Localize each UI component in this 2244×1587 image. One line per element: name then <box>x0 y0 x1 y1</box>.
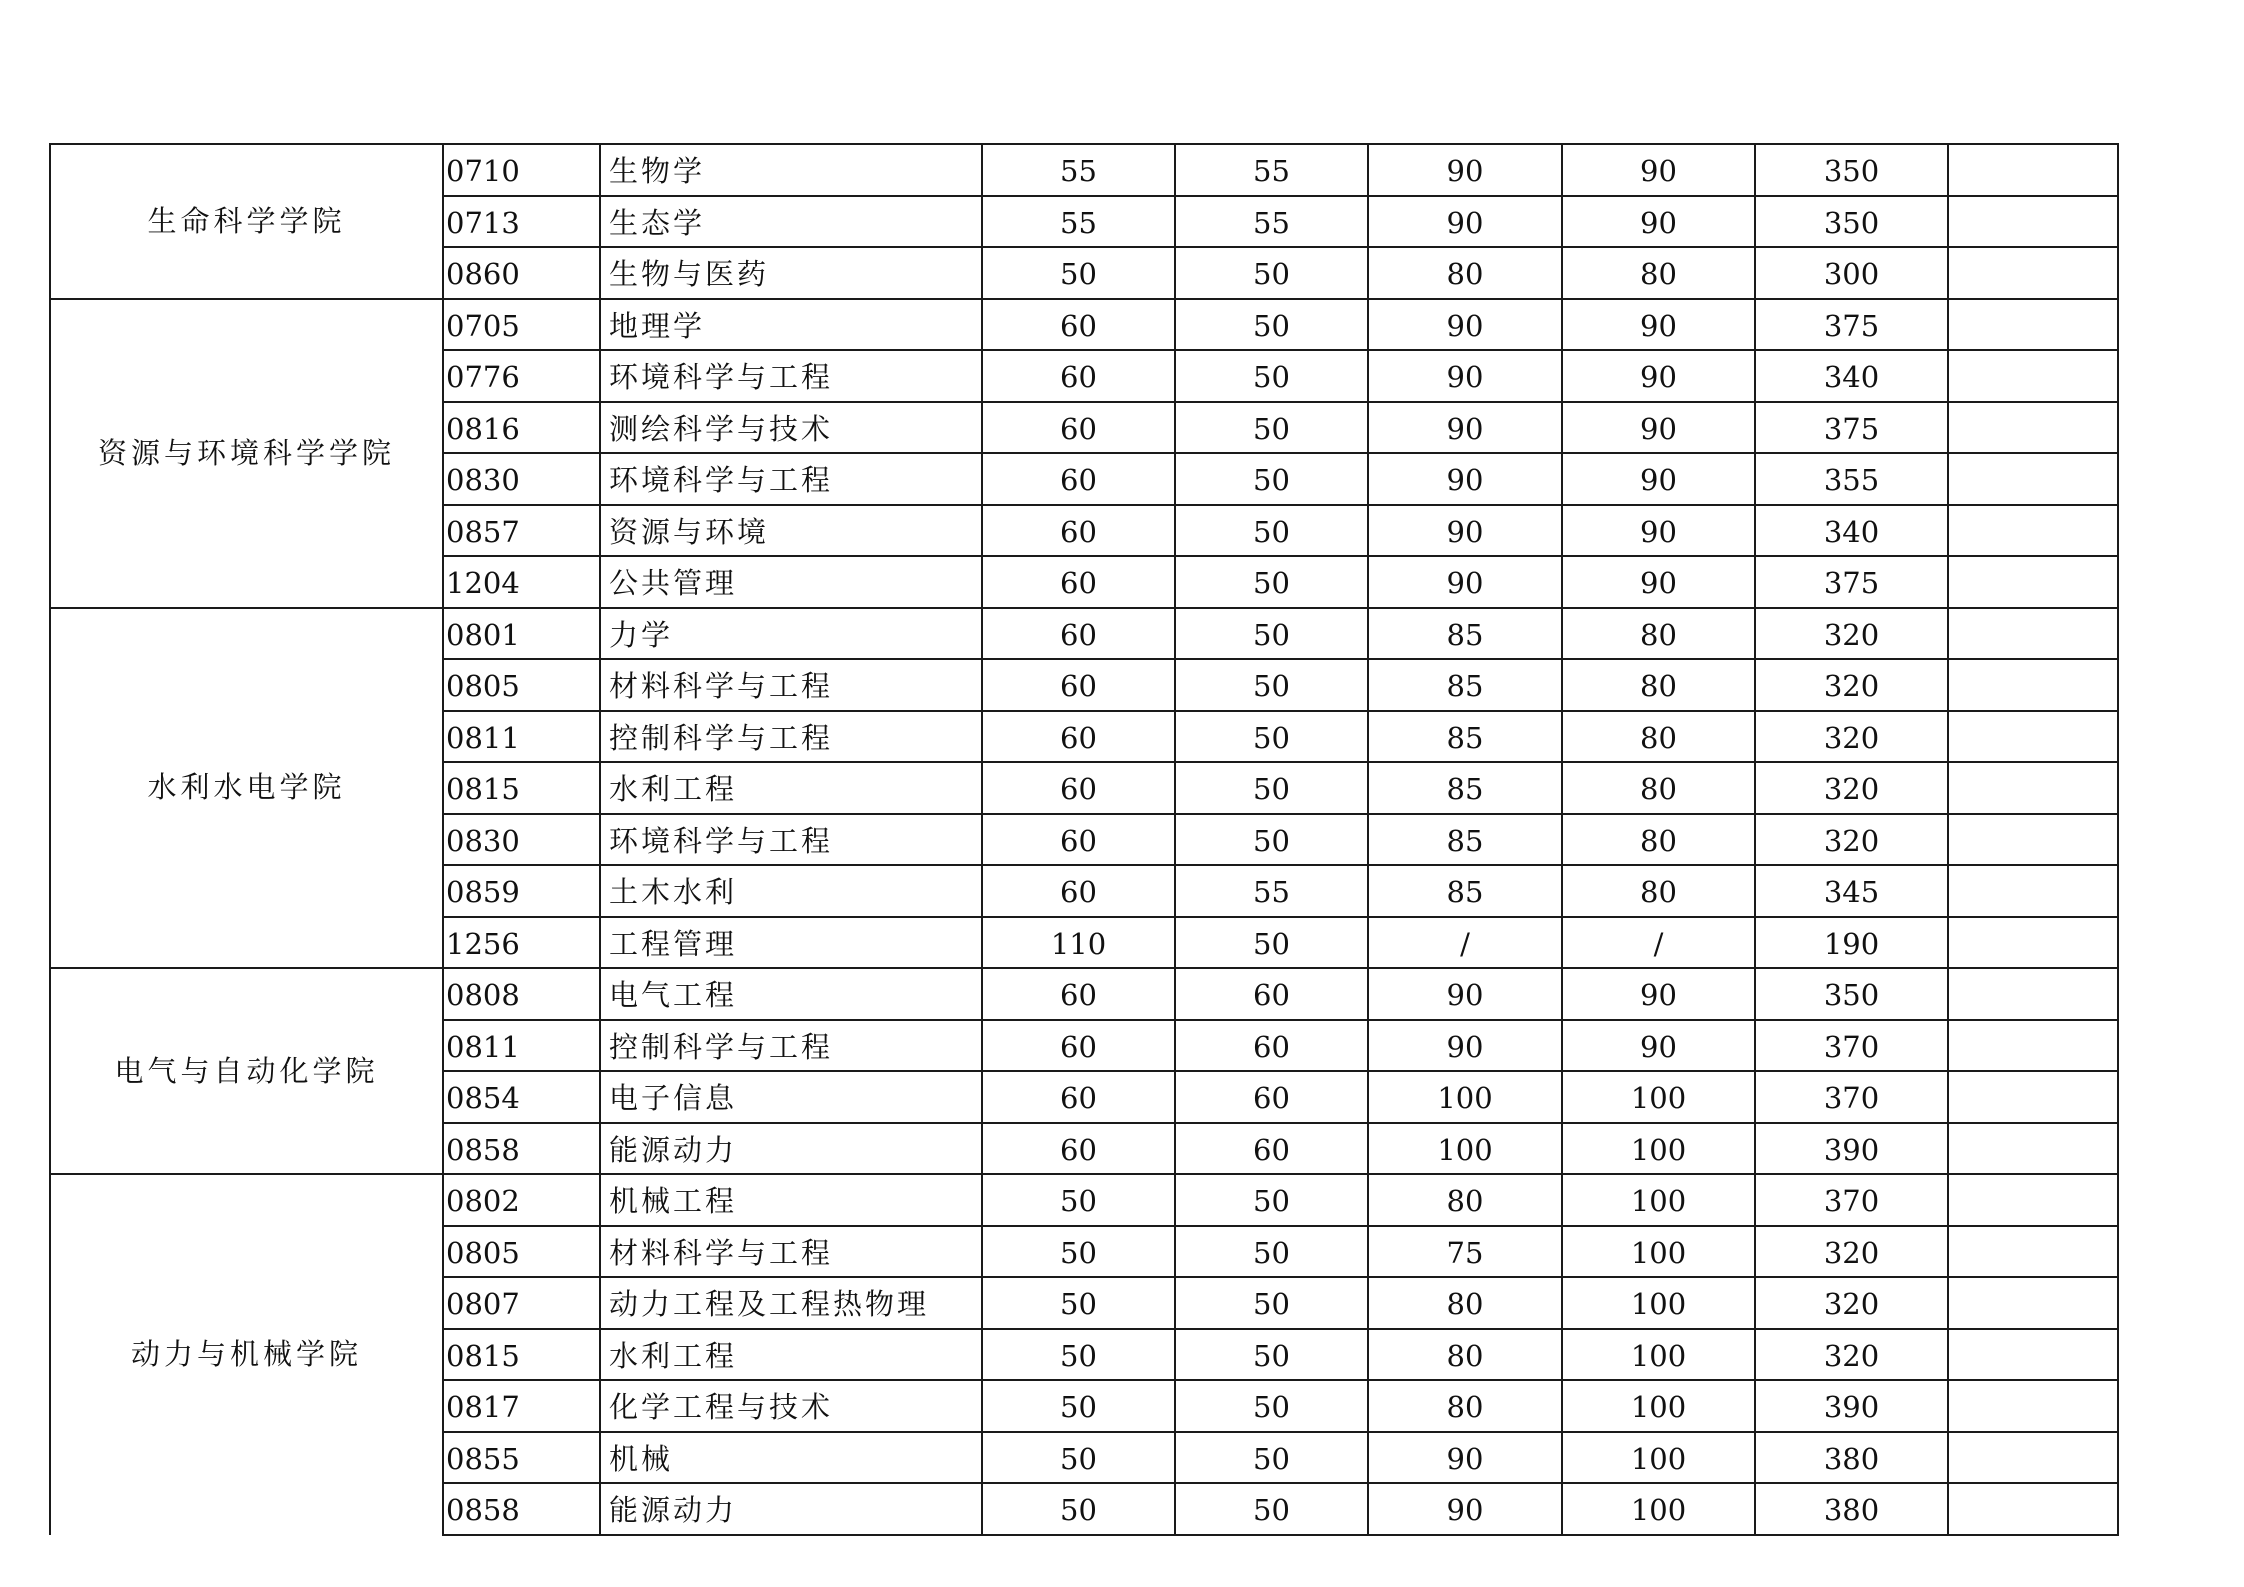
discipline-code-cell: 0811 <box>443 1020 600 1072</box>
discipline-code-cell: 0816 <box>443 402 600 454</box>
note-cell <box>1948 1277 2118 1329</box>
score-politics-cell: 55 <box>982 196 1175 248</box>
score-subject-two-cell: 100 <box>1562 1174 1755 1226</box>
note-cell <box>1948 1071 2118 1123</box>
score-politics-cell: 60 <box>982 865 1175 917</box>
major-name-cell: 环境科学与工程 <box>600 453 982 505</box>
score-foreign-language-cell: 60 <box>1175 968 1368 1020</box>
note-cell <box>1948 1432 2118 1484</box>
score-foreign-language-cell: 50 <box>1175 299 1368 351</box>
score-foreign-language-cell: 50 <box>1175 1432 1368 1484</box>
score-subject-one-cell: 75 <box>1368 1226 1562 1278</box>
score-subject-one-cell: 90 <box>1368 144 1562 196</box>
score-total-cell: 350 <box>1755 196 1948 248</box>
score-foreign-language-cell: 50 <box>1175 1483 1368 1535</box>
score-total-cell: 380 <box>1755 1432 1948 1484</box>
score-total-cell: 345 <box>1755 865 1948 917</box>
note-cell <box>1948 762 2118 814</box>
score-subject-two-cell: 80 <box>1562 762 1755 814</box>
table-row <box>50 144 2118 196</box>
score-total-cell: 355 <box>1755 453 1948 505</box>
note-cell <box>1948 505 2118 557</box>
score-politics-cell: 50 <box>982 1380 1175 1432</box>
discipline-code-cell: 0858 <box>443 1483 600 1535</box>
major-name-cell: 测绘科学与技术 <box>600 402 982 454</box>
major-name-cell: 力学 <box>600 608 982 660</box>
score-foreign-language-cell: 60 <box>1175 1123 1368 1175</box>
score-subject-one-cell: 90 <box>1368 453 1562 505</box>
score-politics-cell: 50 <box>982 1329 1175 1381</box>
score-total-cell: 300 <box>1755 247 1948 299</box>
major-name-cell: 水利工程 <box>600 1329 982 1381</box>
discipline-code-cell: 0855 <box>443 1432 600 1484</box>
major-name-cell: 控制科学与工程 <box>600 711 982 763</box>
score-politics-cell: 60 <box>982 556 1175 608</box>
note-cell <box>1948 659 2118 711</box>
score-subject-one-cell: 100 <box>1368 1071 1562 1123</box>
score-total-cell: 320 <box>1755 659 1948 711</box>
score-subject-one-cell: 90 <box>1368 196 1562 248</box>
score-subject-one-cell: 80 <box>1368 1329 1562 1381</box>
note-cell <box>1948 1226 2118 1278</box>
score-foreign-language-cell: 55 <box>1175 144 1368 196</box>
discipline-code-cell: 0811 <box>443 711 600 763</box>
discipline-code-cell: 0710 <box>443 144 600 196</box>
note-cell <box>1948 968 2118 1020</box>
score-total-cell: 320 <box>1755 1329 1948 1381</box>
score-subject-two-cell: 80 <box>1562 659 1755 711</box>
score-subject-two-cell: 80 <box>1562 247 1755 299</box>
score-politics-cell: 60 <box>982 453 1175 505</box>
score-subject-one-cell: 85 <box>1368 711 1562 763</box>
score-politics-cell: 50 <box>982 1277 1175 1329</box>
table-row <box>50 968 2118 1020</box>
discipline-code-cell: 0854 <box>443 1071 600 1123</box>
score-subject-two-cell: 90 <box>1562 196 1755 248</box>
note-cell <box>1948 1020 2118 1072</box>
score-politics-cell: 60 <box>982 505 1175 557</box>
major-name-cell: 能源动力 <box>600 1123 982 1175</box>
major-name-cell: 环境科学与工程 <box>600 350 982 402</box>
score-politics-cell: 60 <box>982 659 1175 711</box>
major-name-cell: 环境科学与工程 <box>600 814 982 866</box>
score-foreign-language-cell: 50 <box>1175 453 1368 505</box>
score-politics-cell: 60 <box>982 1071 1175 1123</box>
score-foreign-language-cell: 50 <box>1175 1226 1368 1278</box>
score-subject-one-cell: 90 <box>1368 556 1562 608</box>
score-total-cell: 390 <box>1755 1123 1948 1175</box>
score-total-cell: 380 <box>1755 1483 1948 1535</box>
score-total-cell: 370 <box>1755 1174 1948 1226</box>
score-subject-two-cell: / <box>1562 917 1755 969</box>
discipline-code-cell: 0805 <box>443 1226 600 1278</box>
score-total-cell: 370 <box>1755 1071 1948 1123</box>
score-total-cell: 375 <box>1755 402 1948 454</box>
score-subject-two-cell: 100 <box>1562 1329 1755 1381</box>
score-total-cell: 320 <box>1755 762 1948 814</box>
score-foreign-language-cell: 50 <box>1175 917 1368 969</box>
major-name-cell: 公共管理 <box>600 556 982 608</box>
note-cell <box>1948 556 2118 608</box>
score-foreign-language-cell: 55 <box>1175 196 1368 248</box>
note-cell <box>1948 1174 2118 1226</box>
discipline-code-cell: 0815 <box>443 762 600 814</box>
score-total-cell: 390 <box>1755 1380 1948 1432</box>
discipline-code-cell: 0705 <box>443 299 600 351</box>
score-politics-cell: 110 <box>982 917 1175 969</box>
score-subject-one-cell: 100 <box>1368 1123 1562 1175</box>
major-name-cell: 电气工程 <box>600 968 982 1020</box>
score-subject-two-cell: 90 <box>1562 505 1755 557</box>
score-subject-two-cell: 80 <box>1562 814 1755 866</box>
score-subject-two-cell: 100 <box>1562 1123 1755 1175</box>
score-subject-one-cell: 85 <box>1368 814 1562 866</box>
score-subject-two-cell: 90 <box>1562 299 1755 351</box>
table-body <box>50 144 2118 1535</box>
discipline-code-cell: 0815 <box>443 1329 600 1381</box>
score-subject-one-cell: 90 <box>1368 1483 1562 1535</box>
score-total-cell: 350 <box>1755 144 1948 196</box>
score-foreign-language-cell: 50 <box>1175 1380 1368 1432</box>
major-name-cell: 控制科学与工程 <box>600 1020 982 1072</box>
college-name-cell: 生命科学学院 <box>50 144 443 299</box>
score-foreign-language-cell: 50 <box>1175 608 1368 660</box>
score-subject-two-cell: 100 <box>1562 1277 1755 1329</box>
note-cell <box>1948 1123 2118 1175</box>
score-foreign-language-cell: 50 <box>1175 814 1368 866</box>
table-row <box>50 608 2118 660</box>
major-name-cell: 生态学 <box>600 196 982 248</box>
score-foreign-language-cell: 50 <box>1175 350 1368 402</box>
score-subject-one-cell: 85 <box>1368 865 1562 917</box>
score-subject-one-cell: 90 <box>1368 968 1562 1020</box>
note-cell <box>1948 917 2118 969</box>
college-name-cell: 水利水电学院 <box>50 608 443 969</box>
score-total-cell: 320 <box>1755 608 1948 660</box>
discipline-code-cell: 0807 <box>443 1277 600 1329</box>
score-total-cell: 340 <box>1755 350 1948 402</box>
college-name-cell: 动力与机械学院 <box>50 1174 443 1535</box>
score-politics-cell: 60 <box>982 762 1175 814</box>
score-subject-two-cell: 80 <box>1562 865 1755 917</box>
college-name-cell: 资源与环境科学学院 <box>50 299 443 608</box>
score-subject-two-cell: 90 <box>1562 453 1755 505</box>
note-cell <box>1948 1329 2118 1381</box>
score-foreign-language-cell: 50 <box>1175 1174 1368 1226</box>
table-row <box>50 299 2118 351</box>
score-subject-two-cell: 90 <box>1562 556 1755 608</box>
major-name-cell: 资源与环境 <box>600 505 982 557</box>
score-foreign-language-cell: 50 <box>1175 556 1368 608</box>
note-cell <box>1948 350 2118 402</box>
score-subject-one-cell: 90 <box>1368 350 1562 402</box>
score-foreign-language-cell: 50 <box>1175 402 1368 454</box>
note-cell <box>1948 453 2118 505</box>
score-subject-two-cell: 80 <box>1562 711 1755 763</box>
discipline-code-cell: 1256 <box>443 917 600 969</box>
note-cell <box>1948 247 2118 299</box>
score-politics-cell: 60 <box>982 814 1175 866</box>
score-foreign-language-cell: 50 <box>1175 505 1368 557</box>
score-subject-one-cell: 80 <box>1368 247 1562 299</box>
score-total-cell: 350 <box>1755 968 1948 1020</box>
score-politics-cell: 60 <box>982 711 1175 763</box>
score-politics-cell: 60 <box>982 1123 1175 1175</box>
score-politics-cell: 50 <box>982 247 1175 299</box>
major-name-cell: 动力工程及工程热物理 <box>600 1277 982 1329</box>
score-politics-cell: 60 <box>982 608 1175 660</box>
note-cell <box>1948 1380 2118 1432</box>
note-cell <box>1948 196 2118 248</box>
note-cell <box>1948 299 2118 351</box>
score-subject-two-cell: 100 <box>1562 1071 1755 1123</box>
discipline-code-cell: 0817 <box>443 1380 600 1432</box>
note-cell <box>1948 814 2118 866</box>
score-subject-two-cell: 100 <box>1562 1432 1755 1484</box>
score-subject-one-cell: 90 <box>1368 1432 1562 1484</box>
score-subject-one-cell: 85 <box>1368 659 1562 711</box>
score-total-cell: 370 <box>1755 1020 1948 1072</box>
major-name-cell: 材料科学与工程 <box>600 659 982 711</box>
score-subject-one-cell: 80 <box>1368 1380 1562 1432</box>
discipline-code-cell: 0830 <box>443 814 600 866</box>
score-subject-two-cell: 100 <box>1562 1483 1755 1535</box>
score-subject-two-cell: 80 <box>1562 608 1755 660</box>
score-politics-cell: 50 <box>982 1432 1175 1484</box>
discipline-code-cell: 0830 <box>443 453 600 505</box>
score-subject-one-cell: 85 <box>1368 762 1562 814</box>
major-name-cell: 化学工程与技术 <box>600 1380 982 1432</box>
score-subject-one-cell: / <box>1368 917 1562 969</box>
note-cell <box>1948 1483 2118 1535</box>
major-name-cell: 工程管理 <box>600 917 982 969</box>
table-row <box>50 1174 2118 1226</box>
discipline-code-cell: 0801 <box>443 608 600 660</box>
score-total-cell: 375 <box>1755 299 1948 351</box>
score-foreign-language-cell: 60 <box>1175 1020 1368 1072</box>
discipline-code-cell: 0805 <box>443 659 600 711</box>
score-subject-one-cell: 90 <box>1368 505 1562 557</box>
score-subject-one-cell: 90 <box>1368 299 1562 351</box>
college-name-cell: 电气与自动化学院 <box>50 968 443 1174</box>
discipline-code-cell: 0802 <box>443 1174 600 1226</box>
score-foreign-language-cell: 50 <box>1175 1277 1368 1329</box>
discipline-code-cell: 0808 <box>443 968 600 1020</box>
score-foreign-language-cell: 50 <box>1175 1329 1368 1381</box>
discipline-code-cell: 0860 <box>443 247 600 299</box>
score-total-cell: 320 <box>1755 711 1948 763</box>
score-foreign-language-cell: 55 <box>1175 865 1368 917</box>
score-subject-one-cell: 80 <box>1368 1277 1562 1329</box>
score-total-cell: 375 <box>1755 556 1948 608</box>
score-subject-two-cell: 90 <box>1562 402 1755 454</box>
score-line-table <box>49 143 2119 1536</box>
score-total-cell: 320 <box>1755 1226 1948 1278</box>
note-cell <box>1948 144 2118 196</box>
score-subject-two-cell: 100 <box>1562 1226 1755 1278</box>
score-subject-two-cell: 90 <box>1562 350 1755 402</box>
score-subject-two-cell: 100 <box>1562 1380 1755 1432</box>
major-name-cell: 土木水利 <box>600 865 982 917</box>
score-foreign-language-cell: 50 <box>1175 711 1368 763</box>
discipline-code-cell: 0859 <box>443 865 600 917</box>
score-foreign-language-cell: 50 <box>1175 247 1368 299</box>
score-total-cell: 320 <box>1755 814 1948 866</box>
score-politics-cell: 55 <box>982 144 1175 196</box>
note-cell <box>1948 711 2118 763</box>
discipline-code-cell: 0858 <box>443 1123 600 1175</box>
major-name-cell: 能源动力 <box>600 1483 982 1535</box>
major-name-cell: 生物学 <box>600 144 982 196</box>
major-name-cell: 生物与医药 <box>600 247 982 299</box>
note-cell <box>1948 608 2118 660</box>
score-politics-cell: 50 <box>982 1174 1175 1226</box>
major-name-cell: 水利工程 <box>600 762 982 814</box>
score-foreign-language-cell: 60 <box>1175 1071 1368 1123</box>
note-cell <box>1948 865 2118 917</box>
discipline-code-cell: 0713 <box>443 196 600 248</box>
score-politics-cell: 60 <box>982 402 1175 454</box>
discipline-code-cell: 0857 <box>443 505 600 557</box>
score-subject-one-cell: 80 <box>1368 1174 1562 1226</box>
score-subject-two-cell: 90 <box>1562 144 1755 196</box>
score-foreign-language-cell: 50 <box>1175 659 1368 711</box>
score-politics-cell: 50 <box>982 1483 1175 1535</box>
score-total-cell: 320 <box>1755 1277 1948 1329</box>
score-subject-one-cell: 85 <box>1368 608 1562 660</box>
score-politics-cell: 50 <box>982 1226 1175 1278</box>
score-subject-one-cell: 90 <box>1368 1020 1562 1072</box>
score-subject-two-cell: 90 <box>1562 968 1755 1020</box>
major-name-cell: 机械工程 <box>600 1174 982 1226</box>
major-name-cell: 机械 <box>600 1432 982 1484</box>
score-politics-cell: 60 <box>982 299 1175 351</box>
score-politics-cell: 60 <box>982 350 1175 402</box>
major-name-cell: 地理学 <box>600 299 982 351</box>
discipline-code-cell: 1204 <box>443 556 600 608</box>
discipline-code-cell: 0776 <box>443 350 600 402</box>
score-total-cell: 190 <box>1755 917 1948 969</box>
score-politics-cell: 60 <box>982 968 1175 1020</box>
major-name-cell: 电子信息 <box>600 1071 982 1123</box>
score-politics-cell: 60 <box>982 1020 1175 1072</box>
score-foreign-language-cell: 50 <box>1175 762 1368 814</box>
score-subject-two-cell: 90 <box>1562 1020 1755 1072</box>
score-subject-one-cell: 90 <box>1368 402 1562 454</box>
note-cell <box>1948 402 2118 454</box>
score-total-cell: 340 <box>1755 505 1948 557</box>
major-name-cell: 材料科学与工程 <box>600 1226 982 1278</box>
